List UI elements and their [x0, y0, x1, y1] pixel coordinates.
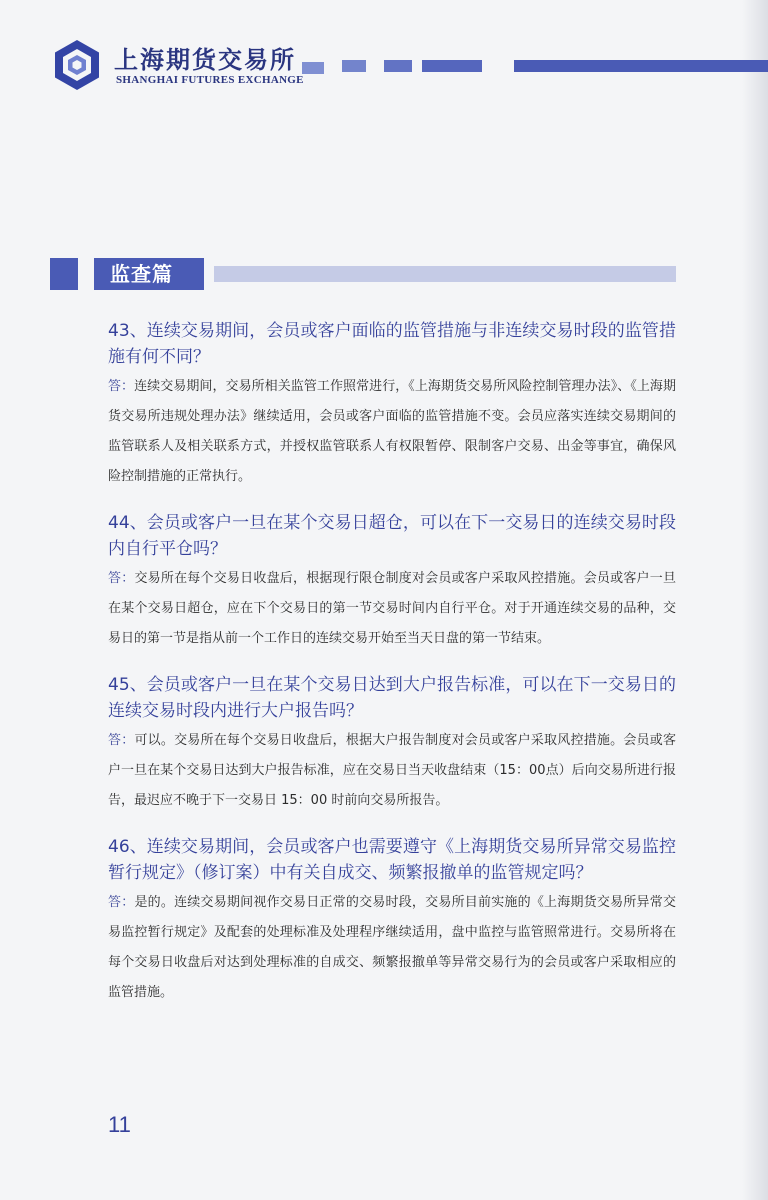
- logo-english-name: SHANGHAI FUTURES EXCHANGE: [116, 74, 304, 86]
- answer-body: 交易所在每个交易日收盘后，根据现行限仓制度对会员或客户采取风控措施。会员或客户一旦在某个交易日超仓，应在下个交易日的第一节交易时间内自行平仓。对于开通连续交易的品种，交易日的第一节是指从前一个工作日的连续交易开始至当天日盘的第一节结束。: [108, 571, 676, 646]
- answer-prefix: 答：: [108, 733, 135, 748]
- answer-text: [108, 564, 676, 654]
- header-decor-bar: [514, 60, 768, 72]
- header-decor-bar: [302, 62, 324, 74]
- header-decor-bar: [422, 60, 482, 72]
- exchange-logo-icon: [50, 38, 104, 92]
- question-text: 44、会员或客户一旦在某个交易日超仓，可以在下一交易日的连续交易时段内自行平仓吗？: [108, 513, 676, 559]
- answer-prefix: 答：: [108, 379, 135, 394]
- qa-item: [108, 672, 676, 816]
- page-number: 11: [108, 1112, 131, 1137]
- question-text: 43、连续交易期间，会员或客户面临的监管措施与非连续交易时段的监管措施有何不同？: [108, 321, 676, 367]
- section-title: 监查篇: [94, 258, 204, 290]
- answer-text: [108, 888, 676, 1008]
- answer-prefix: 答：: [108, 571, 135, 586]
- qa-item: [108, 834, 676, 1008]
- qa-item: [108, 318, 676, 492]
- answer-body: 是的。连续交易期间视作交易日正常的交易时段，交易所目前实施的《上海期货交易所异常交易监控暂行规定》及配套的处理标准及处理程序继续适用，盘中监控与监管照常进行。交易所将在每个交易日收盘后对达到处理标准的自成交、频繁报撤单等异常交易行为的会员或客户采取相应的监管措施。: [108, 895, 676, 1000]
- qa-list: [108, 318, 676, 1026]
- section-lead-block: [50, 258, 78, 290]
- question-text: 46、连续交易期间，会员或客户也需要遵守《上海期货交易所异常交易监控暂行规定》（修订案）中有关自成交、频繁报撤单的监管规定吗？: [108, 837, 676, 883]
- logo-chinese-name: 上海期货交易所: [114, 45, 296, 74]
- section-rule: [214, 266, 676, 282]
- answer-text: [108, 726, 676, 816]
- qa-item: [108, 510, 676, 654]
- answer-body: 可以。交易所在每个交易日收盘后，根据大户报告制度对会员或客户采取风控措施。会员或客户一旦在某个交易日达到大户报告标准，应在交易日当天收盘结束（15：00点）后向交易所进行报告，最迟应不晚于下一交易日 15：00 时前向交易所报告。: [108, 733, 676, 808]
- answer-body: 连续交易期间，交易所相关监管工作照常进行，《上海期货交易所风险控制管理办法》、《上海期货交易所违规处理办法》继续适用，会员或客户面临的监管措施不变。会员应落实连续交易期间的监管联系人及相关联系方式，并授权监管联系人有权限暂停、限制客户交易、出金等事宜，确保风险控制措施的正常执行。: [108, 379, 676, 484]
- page-edge-shadow: [742, 0, 768, 1200]
- header-decor-bar: [384, 60, 412, 72]
- header-decor-bar: [342, 60, 366, 72]
- answer-text: [108, 372, 676, 492]
- answer-prefix: 答：: [108, 895, 135, 910]
- question-text: 45、会员或客户一旦在某个交易日达到大户报告标准，可以在下一交易日的连续交易时段内进行大户报告吗？: [108, 675, 676, 721]
